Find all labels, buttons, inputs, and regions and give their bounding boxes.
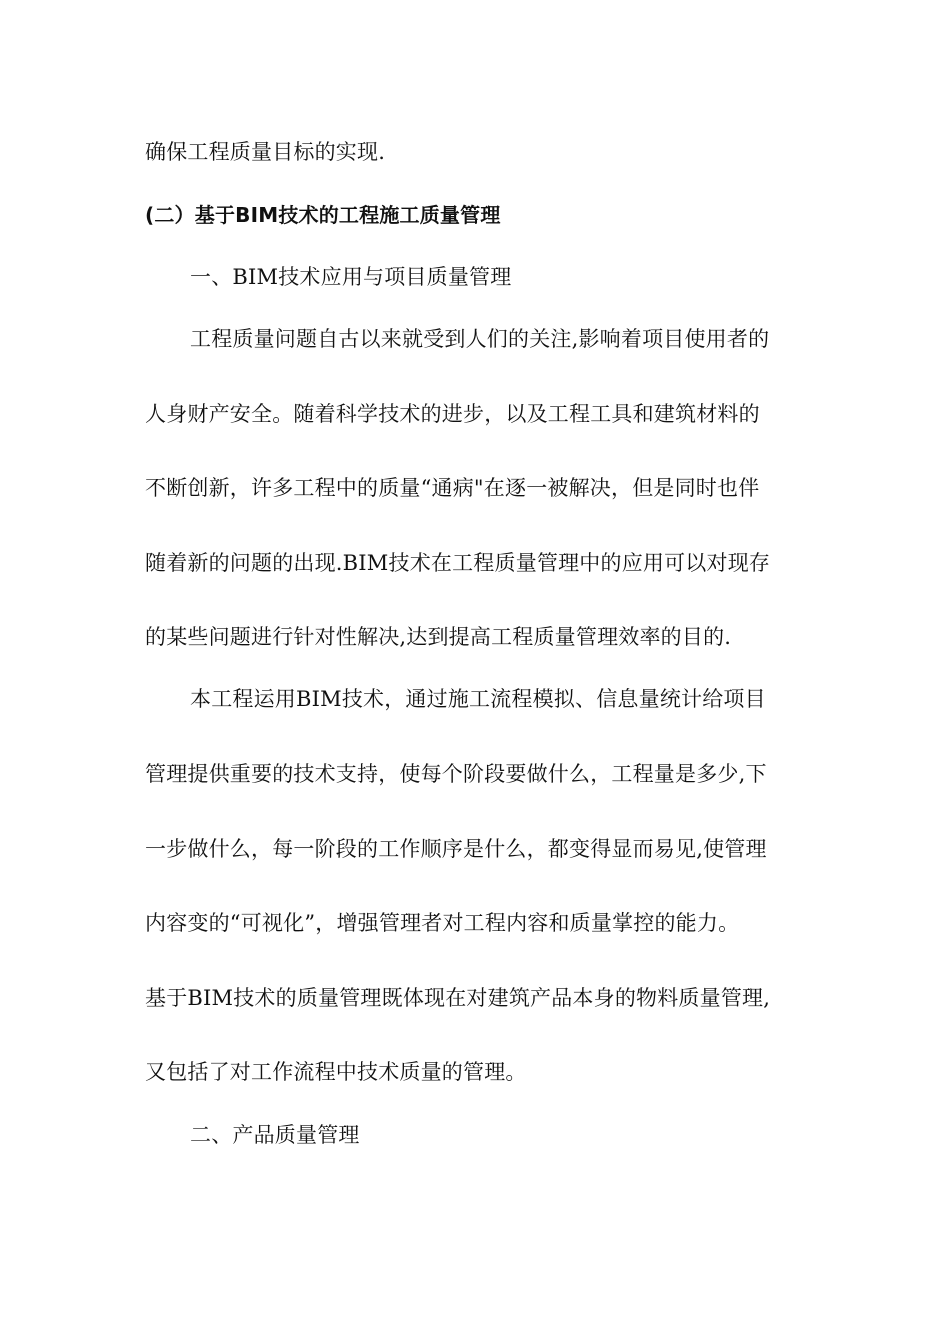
section-heading: (二）基于BIM技术的工程施工质量管理 xyxy=(145,203,501,227)
paragraph-2-line: 又包括了对工作流程中技术质量的管理。 xyxy=(145,1060,527,1084)
paragraph-2-line: 本工程运用BIM技术，通过施工流程模拟、信息量统计给项目 xyxy=(190,687,766,711)
paragraph-2-line: 基于BIM技术的质量管理既体现在对建筑产品本身的物料质量管理, xyxy=(145,986,771,1010)
continuation-text: 确保工程质量目标的实现. xyxy=(145,140,386,164)
paragraph-2-line: 内容变的“可视化”，增强管理者对工程内容和质量掌控的能力。 xyxy=(145,911,740,935)
subsection-heading-1: 一、BIM技术应用与项目质量管理 xyxy=(190,265,512,289)
paragraph-1-line: 不断创新，许多工程中的质量“通病"在逐一被解决，但是同时也伴 xyxy=(145,476,760,500)
paragraph-1-line: 的某些问题进行针对性解决,达到提高工程质量管理效率的目的. xyxy=(145,625,732,649)
subsection-heading-2: 二、产品质量管理 xyxy=(190,1123,360,1147)
paragraph-1-line: 随着新的问题的出现.BIM技术在工程质量管理中的应用可以对现存 xyxy=(145,551,771,575)
paragraph-2-line: 管理提供重要的技术支持，使每个阶段要做什么，工程量是多少,下 xyxy=(145,762,767,786)
paragraph-1-line: 人身财产安全。随着科学技术的进步，以及工程工具和建筑材料的 xyxy=(145,402,760,426)
paragraph-2-line: 一步做什么，每一阶段的工作顺序是什么，都变得显而易见,使管理 xyxy=(145,837,767,861)
paragraph-1-line: 工程质量问题自古以来就受到人们的关注,影响着项目使用者的 xyxy=(190,327,770,351)
